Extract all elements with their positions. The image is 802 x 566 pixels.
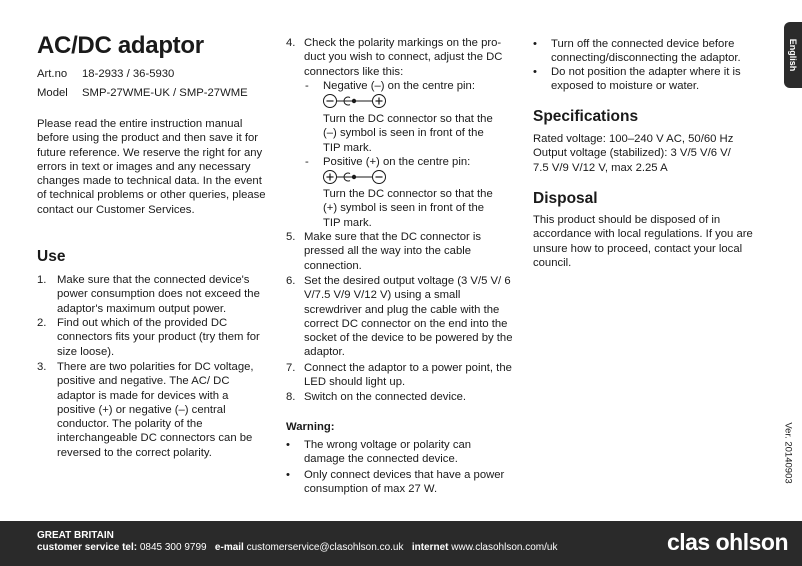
list-text: Only connect devices that have a power consumption of max 27 W. [304,469,505,496]
positive-description: Turn the DC connector so that the (+) symbol is seen in front of the TIP mark. [323,188,493,229]
cs-label: customer service [37,542,120,553]
model-row [37,87,248,99]
specifications-text: Rated voltage: 100–240 V AC, 50/60 Hz Output voltage (stabilized): 3 V/5 V/6 V/ 7.5 V/9 V/12 V, max 2.25 A [533,133,734,174]
list-text: Turn off the connected device before connecting/disconnecting the adaptor. [551,38,741,65]
list-text: Do not position the adapter where it is exposed to moisture or water. [551,66,741,93]
list-text: Connect the adaptor to a power point, the LED should light up. [304,362,512,389]
email-link[interactable]: customerservice@clasohlson.co.uk [246,542,404,553]
brand-logo: clas ohlson [666,529,788,555]
use-heading: Use [37,248,66,265]
specifications-heading: Specifications [533,108,639,125]
bullet: • [533,38,537,50]
list-text: The wrong voltage or polarity can damage the connected device. [304,439,472,466]
negative-description: Turn the DC connector so that the (–) symbol is seen in front of the TIP mark. [323,113,493,154]
website-link[interactable]: www.clasohlson.com/uk [451,542,558,553]
list-item [37,273,269,317]
tel-label: tel: [122,542,138,553]
art-no-label: Art.no [37,68,68,80]
intro-paragraph: Please read the entire instruction manual before using the product and then save it for future reference. We reserve the right for any errors in text or images and any necessary changes made to technical data. In the event of technical problems or other queries, please contact our Customer Services. [37,118,266,216]
footer-contact-line [37,542,557,553]
art-no-value: 18-2933 / 36-5930 [82,68,175,80]
negative-polarity-symbol-icon [322,93,394,109]
list-number: 3. [37,361,47,373]
language-tab [784,22,802,88]
positive-polarity-symbol-icon [322,169,394,185]
list-number: 4. [286,37,296,49]
model-label: Model [37,87,68,99]
negative-label: Negative (–) on the centre pin: [323,80,475,92]
dash: - [305,156,309,168]
list-number: 8. [286,391,296,403]
list-text: Switch on the connected device. [304,391,467,403]
list-text: Find out which of the provided DC connectors fits your product (try them for size loose). [57,317,260,358]
footer [0,521,802,566]
phone-number: 0845 300 9799 [139,542,207,553]
disposal-text: This product should be disposed of in accordance with local regulations. If you are unsure how to proceed, contact your local council. [533,214,753,269]
list-text: Make sure that the DC connector is pressed all the way into the cable connection. [304,231,482,272]
bullet: • [286,439,290,451]
list-number: 2. [37,317,47,329]
list-number: 6. [286,275,296,287]
bullet: • [286,469,290,481]
list-text: Set the desired output voltage (3 V/5 V/ 6 V/7.5 V/9 V/12 V) using a small screwdriver and plug the cable with the correct DC connector on the end into the socket of the device to be powered by the adaptor. [304,275,513,359]
dash: - [305,80,309,92]
warning-heading: Warning: [286,421,335,433]
model-value: SMP-27WME-UK / SMP-27WME [82,87,248,99]
version-label: Ver. 20140903 [782,422,794,484]
list-text: There are two polarities for DC voltage, positive and negative. The AC/ DC adaptor is made for devices with a positive (+) or negative (–) central conductor. The polarity of the interchangeable DC connectors can be reversed to the correct polarity. [57,361,254,459]
footer-country: GREAT BRITAIN [37,530,114,541]
language-label: English [788,38,798,72]
list-number: 7. [286,362,296,374]
internet-label: internet [411,542,449,553]
list-number: 1. [37,274,47,286]
list-number: 5. [286,231,296,243]
positive-label: Positive (+) on the centre pin: [323,156,471,168]
list-text: Make sure that the connected device's power consumption does not exceed the adaptor's maximum output power. [57,274,260,315]
page-title: AC/DC adaptor [37,32,204,59]
email-label: e-mail [214,542,244,553]
list-text: Check the polarity markings on the pro- duct you wish to connect, adjust the DC connectors like this: [304,37,503,78]
disposal-heading: Disposal [533,190,598,207]
art-no-row [37,68,174,80]
bullet: • [533,66,537,78]
